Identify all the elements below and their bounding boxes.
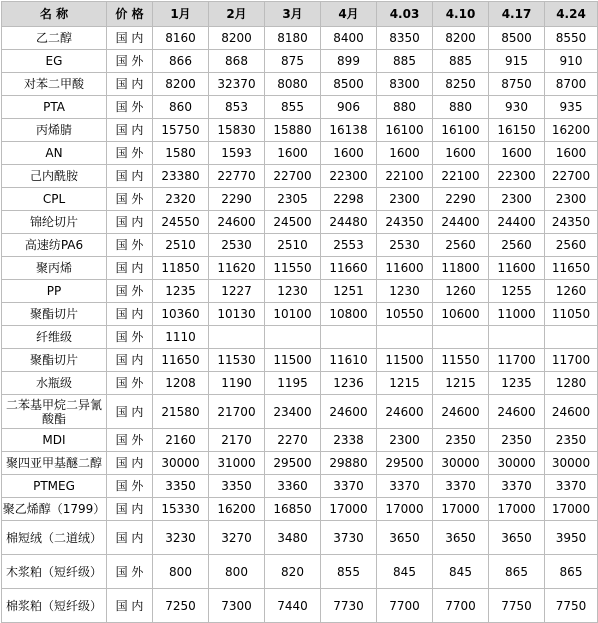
product-name-cell: CPL xyxy=(2,188,107,211)
price-cell: 24600 xyxy=(321,395,377,429)
price-cell: 16100 xyxy=(377,119,433,142)
price-cell: 899 xyxy=(321,50,377,73)
column-header: 4.17 xyxy=(489,2,545,27)
price-cell: 8200 xyxy=(209,27,265,50)
price-cell xyxy=(377,326,433,349)
price-cell: 8350 xyxy=(377,27,433,50)
price-cell: 1600 xyxy=(489,142,545,165)
price-cell: 24600 xyxy=(545,395,598,429)
price-cell xyxy=(545,326,598,349)
price-cell: 2553 xyxy=(321,234,377,257)
price-cell: 1230 xyxy=(265,280,321,303)
price-cell: 29500 xyxy=(377,452,433,475)
price-cell: 1227 xyxy=(209,280,265,303)
price-cell: 11650 xyxy=(153,349,209,372)
market-type-cell: 国 外 xyxy=(107,372,153,395)
price-cell: 24600 xyxy=(377,395,433,429)
price-cell: 15830 xyxy=(209,119,265,142)
price-cell: 1110 xyxy=(153,326,209,349)
price-cell: 11650 xyxy=(545,257,598,280)
price-cell: 11610 xyxy=(321,349,377,372)
price-cell: 2270 xyxy=(265,429,321,452)
product-name-cell: 对苯二甲酸 xyxy=(2,73,107,96)
price-cell: 10800 xyxy=(321,303,377,326)
table-row xyxy=(2,257,598,280)
price-cell: 885 xyxy=(377,50,433,73)
price-cell: 8200 xyxy=(433,27,489,50)
price-cell: 29500 xyxy=(265,452,321,475)
product-name-cell: 己内酰胺 xyxy=(2,165,107,188)
table-row xyxy=(2,452,598,475)
price-cell: 10550 xyxy=(377,303,433,326)
price-cell: 8550 xyxy=(545,27,598,50)
market-type-cell: 国 内 xyxy=(107,498,153,521)
price-cell xyxy=(265,326,321,349)
price-cell: 1600 xyxy=(321,142,377,165)
price-cell: 7300 xyxy=(209,589,265,623)
price-cell: 2530 xyxy=(209,234,265,257)
product-name-cell: 乙二醇 xyxy=(2,27,107,50)
price-cell: 11700 xyxy=(489,349,545,372)
product-name-cell: 锦纶切片 xyxy=(2,211,107,234)
price-cell: 15880 xyxy=(265,119,321,142)
price-cell: 2560 xyxy=(545,234,598,257)
price-cell: 16138 xyxy=(321,119,377,142)
price-cell: 30000 xyxy=(433,452,489,475)
price-cell: 22300 xyxy=(489,165,545,188)
market-type-cell: 国 内 xyxy=(107,165,153,188)
price-cell: 935 xyxy=(545,96,598,119)
price-cell: 15330 xyxy=(153,498,209,521)
price-cell: 1195 xyxy=(265,372,321,395)
table-row xyxy=(2,234,598,257)
price-cell: 11850 xyxy=(153,257,209,280)
price-cell: 7440 xyxy=(265,589,321,623)
price-cell: 865 xyxy=(489,555,545,589)
market-type-cell: 国 外 xyxy=(107,188,153,211)
price-cell: 3360 xyxy=(265,475,321,498)
price-cell: 3350 xyxy=(153,475,209,498)
price-cell: 1600 xyxy=(545,142,598,165)
price-cell: 3230 xyxy=(153,521,209,555)
market-type-cell: 国 内 xyxy=(107,395,153,429)
price-cell: 7730 xyxy=(321,589,377,623)
price-cell: 2160 xyxy=(153,429,209,452)
price-cell: 3650 xyxy=(489,521,545,555)
product-name-cell: 二苯基甲烷二异氰酸酯 xyxy=(2,395,107,429)
market-type-cell: 国 内 xyxy=(107,27,153,50)
price-cell: 24350 xyxy=(377,211,433,234)
market-type-cell: 国 外 xyxy=(107,326,153,349)
price-cell: 8200 xyxy=(153,73,209,96)
price-cell: 2290 xyxy=(433,188,489,211)
price-cell: 1593 xyxy=(209,142,265,165)
price-cell: 820 xyxy=(265,555,321,589)
price-cell: 2350 xyxy=(545,429,598,452)
market-type-cell: 国 外 xyxy=(107,429,153,452)
market-type-cell: 国 外 xyxy=(107,142,153,165)
price-cell: 17000 xyxy=(545,498,598,521)
price-cell: 1215 xyxy=(377,372,433,395)
column-header: 3月 xyxy=(265,2,321,27)
price-cell: 16200 xyxy=(545,119,598,142)
price-cell: 30000 xyxy=(489,452,545,475)
table-row xyxy=(2,372,598,395)
table-row xyxy=(2,188,598,211)
product-name-cell: 高速纺PA6 xyxy=(2,234,107,257)
table-row xyxy=(2,211,598,234)
product-name-cell: 水瓶级 xyxy=(2,372,107,395)
table-row xyxy=(2,475,598,498)
market-type-cell: 国 内 xyxy=(107,349,153,372)
table-row xyxy=(2,521,598,555)
price-cell: 30000 xyxy=(545,452,598,475)
table-row xyxy=(2,589,598,623)
market-type-cell: 国 内 xyxy=(107,452,153,475)
price-cell: 7700 xyxy=(433,589,489,623)
product-name-cell: 聚丙烯 xyxy=(2,257,107,280)
price-cell: 3350 xyxy=(209,475,265,498)
table-row xyxy=(2,142,598,165)
table-row xyxy=(2,555,598,589)
price-cell: 17000 xyxy=(321,498,377,521)
price-cell: 16100 xyxy=(433,119,489,142)
price-cell: 2530 xyxy=(377,234,433,257)
price-cell: 8500 xyxy=(321,73,377,96)
table-row xyxy=(2,326,598,349)
price-cell: 21700 xyxy=(209,395,265,429)
price-cell: 11600 xyxy=(489,257,545,280)
price-cell: 2510 xyxy=(153,234,209,257)
price-cell: 10130 xyxy=(209,303,265,326)
price-cell: 1600 xyxy=(433,142,489,165)
price-cell: 22770 xyxy=(209,165,265,188)
product-name-cell: 聚酯切片 xyxy=(2,303,107,326)
price-cell: 1251 xyxy=(321,280,377,303)
price-cell: 1280 xyxy=(545,372,598,395)
market-type-cell: 国 内 xyxy=(107,257,153,280)
table-row xyxy=(2,303,598,326)
product-name-cell: 聚四亚甲基醚二醇 xyxy=(2,452,107,475)
price-cell: 8300 xyxy=(377,73,433,96)
table-row xyxy=(2,429,598,452)
price-cell: 24480 xyxy=(321,211,377,234)
price-cell: 23380 xyxy=(153,165,209,188)
price-cell: 24400 xyxy=(489,211,545,234)
price-cell: 2350 xyxy=(489,429,545,452)
price-cell: 8180 xyxy=(265,27,321,50)
price-cell: 2560 xyxy=(489,234,545,257)
market-type-cell: 国 内 xyxy=(107,119,153,142)
product-name-cell: 聚乙烯醇（1799） xyxy=(2,498,107,521)
price-cell: 3950 xyxy=(545,521,598,555)
price-cell: 1260 xyxy=(433,280,489,303)
price-cell: 865 xyxy=(545,555,598,589)
price-cell: 1236 xyxy=(321,372,377,395)
price-cell: 8700 xyxy=(545,73,598,96)
price-cell: 1235 xyxy=(489,372,545,395)
price-cell: 11500 xyxy=(377,349,433,372)
price-cell: 17000 xyxy=(433,498,489,521)
price-cell: 17000 xyxy=(377,498,433,521)
market-type-cell: 国 外 xyxy=(107,50,153,73)
price-cell: 22700 xyxy=(545,165,598,188)
market-type-cell: 国 内 xyxy=(107,521,153,555)
column-header: 4.10 xyxy=(433,2,489,27)
price-cell: 3730 xyxy=(321,521,377,555)
price-cell: 800 xyxy=(153,555,209,589)
price-cell xyxy=(489,326,545,349)
market-type-cell: 国 内 xyxy=(107,303,153,326)
column-header: 4.03 xyxy=(377,2,433,27)
price-cell: 11050 xyxy=(545,303,598,326)
price-cell: 2560 xyxy=(433,234,489,257)
price-cell: 2170 xyxy=(209,429,265,452)
column-header: 1月 xyxy=(153,2,209,27)
price-cell: 11000 xyxy=(489,303,545,326)
column-header: 2月 xyxy=(209,2,265,27)
table-row xyxy=(2,73,598,96)
product-name-cell: MDI xyxy=(2,429,107,452)
table-row xyxy=(2,498,598,521)
price-cell: 1580 xyxy=(153,142,209,165)
price-cell: 845 xyxy=(433,555,489,589)
price-cell: 8750 xyxy=(489,73,545,96)
price-cell: 32370 xyxy=(209,73,265,96)
price-cell: 3370 xyxy=(377,475,433,498)
price-cell: 16850 xyxy=(265,498,321,521)
market-type-cell: 国 内 xyxy=(107,589,153,623)
price-cell: 11700 xyxy=(545,349,598,372)
price-cell: 910 xyxy=(545,50,598,73)
table-row xyxy=(2,50,598,73)
price-cell: 845 xyxy=(377,555,433,589)
market-type-cell: 国 外 xyxy=(107,234,153,257)
column-header: 名 称 xyxy=(2,2,107,27)
price-cell: 853 xyxy=(209,96,265,119)
price-cell: 2510 xyxy=(265,234,321,257)
price-cell: 880 xyxy=(433,96,489,119)
price-cell: 11660 xyxy=(321,257,377,280)
price-cell: 2300 xyxy=(377,429,433,452)
price-cell: 2320 xyxy=(153,188,209,211)
price-cell: 1190 xyxy=(209,372,265,395)
price-cell: 885 xyxy=(433,50,489,73)
price-cell: 7750 xyxy=(489,589,545,623)
price-cell: 2300 xyxy=(377,188,433,211)
product-name-cell: 丙烯腈 xyxy=(2,119,107,142)
price-cell: 2298 xyxy=(321,188,377,211)
price-cell: 880 xyxy=(377,96,433,119)
price-cell: 23400 xyxy=(265,395,321,429)
price-cell: 11530 xyxy=(209,349,265,372)
price-cell: 860 xyxy=(153,96,209,119)
table-row xyxy=(2,280,598,303)
price-cell: 3370 xyxy=(433,475,489,498)
price-cell: 1600 xyxy=(265,142,321,165)
price-cell: 930 xyxy=(489,96,545,119)
table-row xyxy=(2,27,598,50)
price-cell: 866 xyxy=(153,50,209,73)
price-table xyxy=(1,1,598,623)
price-cell: 11600 xyxy=(377,257,433,280)
product-name-cell: 棉浆粕（短纤级） xyxy=(2,589,107,623)
price-cell: 1255 xyxy=(489,280,545,303)
price-cell: 22300 xyxy=(321,165,377,188)
market-type-cell: 国 外 xyxy=(107,96,153,119)
price-cell: 855 xyxy=(265,96,321,119)
price-cell: 855 xyxy=(321,555,377,589)
price-cell: 3370 xyxy=(489,475,545,498)
price-cell: 3370 xyxy=(321,475,377,498)
price-cell: 2305 xyxy=(265,188,321,211)
price-cell: 3650 xyxy=(433,521,489,555)
price-cell: 3650 xyxy=(377,521,433,555)
price-cell: 24500 xyxy=(265,211,321,234)
price-cell: 11620 xyxy=(209,257,265,280)
price-cell: 906 xyxy=(321,96,377,119)
price-cell: 3480 xyxy=(265,521,321,555)
price-cell: 3270 xyxy=(209,521,265,555)
price-cell: 17000 xyxy=(489,498,545,521)
price-cell: 2338 xyxy=(321,429,377,452)
table-row xyxy=(2,349,598,372)
product-name-cell: PTA xyxy=(2,96,107,119)
column-header: 4.24 xyxy=(545,2,598,27)
column-header: 价 格 xyxy=(107,2,153,27)
price-cell: 2300 xyxy=(489,188,545,211)
price-cell: 2290 xyxy=(209,188,265,211)
price-cell: 11800 xyxy=(433,257,489,280)
price-cell: 2300 xyxy=(545,188,598,211)
price-cell: 10600 xyxy=(433,303,489,326)
product-name-cell: 聚酯切片 xyxy=(2,349,107,372)
price-cell: 7750 xyxy=(545,589,598,623)
price-cell: 24400 xyxy=(433,211,489,234)
market-type-cell: 国 内 xyxy=(107,73,153,96)
market-type-cell: 国 外 xyxy=(107,555,153,589)
product-name-cell: 棉短绒（二道绒） xyxy=(2,521,107,555)
table-row xyxy=(2,395,598,429)
column-header: 4月 xyxy=(321,2,377,27)
price-cell: 10360 xyxy=(153,303,209,326)
price-cell: 30000 xyxy=(153,452,209,475)
price-cell: 1208 xyxy=(153,372,209,395)
price-cell: 31000 xyxy=(209,452,265,475)
price-cell: 24350 xyxy=(545,211,598,234)
price-cell: 1235 xyxy=(153,280,209,303)
price-cell: 875 xyxy=(265,50,321,73)
price-cell: 1215 xyxy=(433,372,489,395)
table-row xyxy=(2,165,598,188)
price-cell: 8080 xyxy=(265,73,321,96)
price-cell xyxy=(209,326,265,349)
price-cell: 8160 xyxy=(153,27,209,50)
product-name-cell: 木浆粕（短纤级） xyxy=(2,555,107,589)
price-cell: 3370 xyxy=(545,475,598,498)
price-cell: 800 xyxy=(209,555,265,589)
price-cell: 24600 xyxy=(489,395,545,429)
price-cell: 1230 xyxy=(377,280,433,303)
market-type-cell: 国 外 xyxy=(107,280,153,303)
price-cell: 22100 xyxy=(377,165,433,188)
price-cell xyxy=(433,326,489,349)
price-cell: 10100 xyxy=(265,303,321,326)
header-row xyxy=(2,2,598,27)
price-cell: 21580 xyxy=(153,395,209,429)
price-cell: 8250 xyxy=(433,73,489,96)
price-cell: 8500 xyxy=(489,27,545,50)
price-cell: 2350 xyxy=(433,429,489,452)
price-cell: 868 xyxy=(209,50,265,73)
price-cell: 16150 xyxy=(489,119,545,142)
table-row xyxy=(2,96,598,119)
product-name-cell: PP xyxy=(2,280,107,303)
price-cell: 8400 xyxy=(321,27,377,50)
price-cell: 24550 xyxy=(153,211,209,234)
price-cell: 15750 xyxy=(153,119,209,142)
table-row xyxy=(2,119,598,142)
price-cell: 1600 xyxy=(377,142,433,165)
price-cell: 11550 xyxy=(265,257,321,280)
price-cell: 24600 xyxy=(433,395,489,429)
price-cell: 24600 xyxy=(209,211,265,234)
price-cell: 22700 xyxy=(265,165,321,188)
price-cell: 11500 xyxy=(265,349,321,372)
price-cell: 16200 xyxy=(209,498,265,521)
market-type-cell: 国 内 xyxy=(107,211,153,234)
price-cell: 915 xyxy=(489,50,545,73)
price-cell: 7250 xyxy=(153,589,209,623)
price-cell: 22100 xyxy=(433,165,489,188)
market-type-cell: 国 外 xyxy=(107,475,153,498)
product-name-cell: EG xyxy=(2,50,107,73)
product-name-cell: PTMEG xyxy=(2,475,107,498)
price-cell: 11550 xyxy=(433,349,489,372)
price-cell: 29880 xyxy=(321,452,377,475)
product-name-cell: 纤维级 xyxy=(2,326,107,349)
price-cell: 1260 xyxy=(545,280,598,303)
price-cell: 7700 xyxy=(377,589,433,623)
price-cell xyxy=(321,326,377,349)
product-name-cell: AN xyxy=(2,142,107,165)
